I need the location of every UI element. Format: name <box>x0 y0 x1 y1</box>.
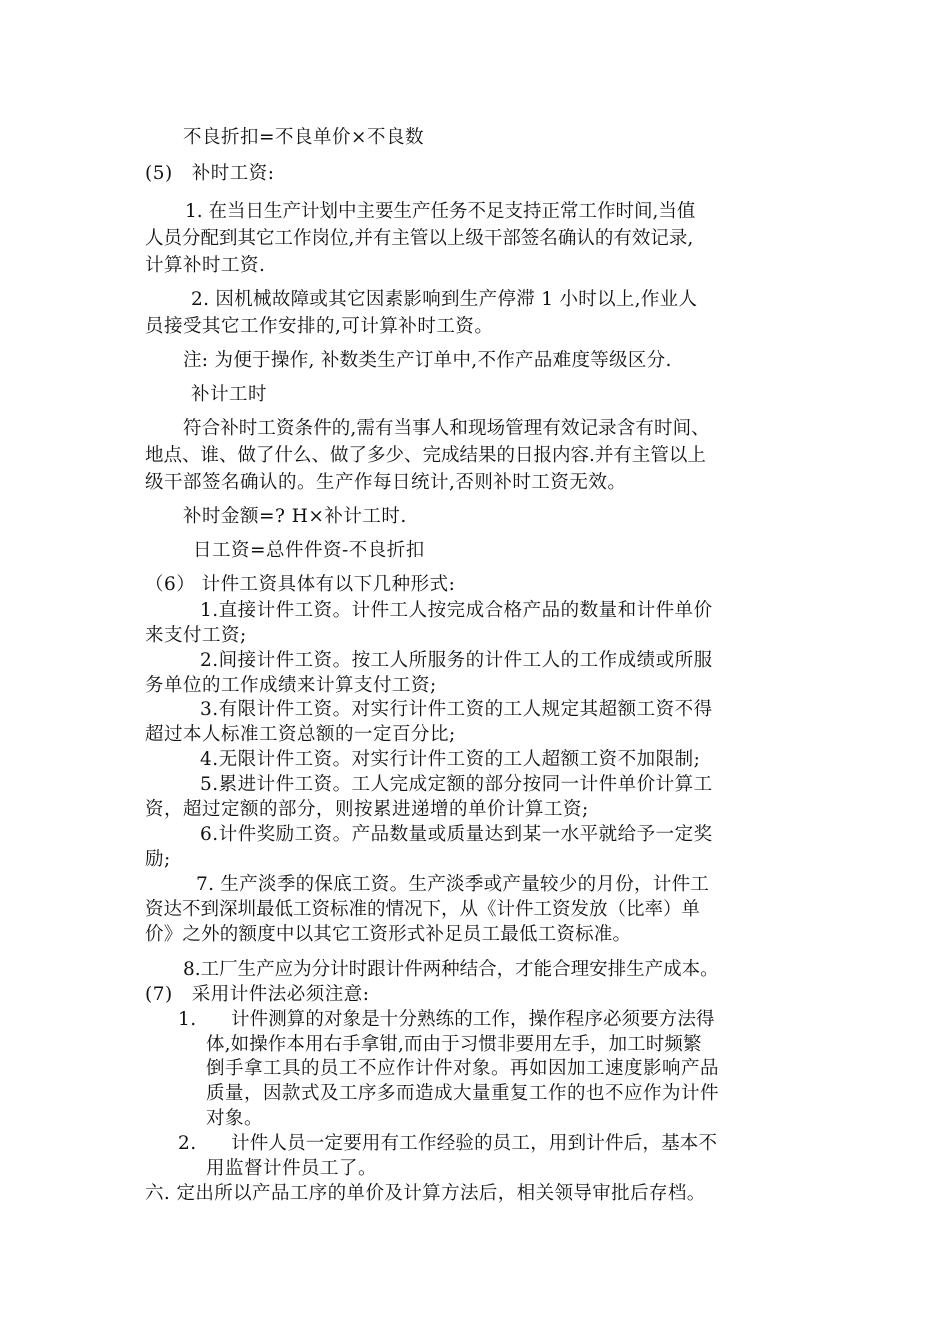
section-7-item-1-line-4: 质量，因款式及工序多而造成大量重复工作的也不应作为计件 <box>206 1083 720 1104</box>
section-6-item-3-line-2: 超过本人标准工资总额的一定百分比; <box>145 724 456 745</box>
extra-hours-para-line-1: 符合补时工资条件的,需有当事人和现场管理有效记录含有时间、 <box>183 418 710 439</box>
section-6-item-6-line-1: 6.计件奖励工资。产品数量或质量达到某一水平就给予一定奖 <box>200 824 713 845</box>
section-6-item-1-line-2: 来支付工资; <box>145 625 247 646</box>
section-7-item-1-line-1: 计件测算的对象是十分熟练的工作，操作程序必须要方法得 <box>231 1009 715 1030</box>
section-7-item-2-number: 2. <box>178 1133 197 1154</box>
section-6-item-7-line-1: 7. 生产淡季的保底工资。生产淡季或产量较少的月份，计件工 <box>196 874 710 895</box>
section-6-item-6-line-2: 励; <box>145 849 171 870</box>
text-span: 1. 在当日生产计划中主要生产任务不足支持正常工作时间,当值 <box>185 201 696 222</box>
section-7-item-1-line-5: 对象。 <box>206 1108 264 1129</box>
section-6-item-5-line-1: 5.累进计件工资。工人完成定额的部分按同一计件单价计算工 <box>200 774 713 795</box>
section-5-item-2-line-2: 员接受其它工作安排的,可计算补时工资。 <box>145 316 494 337</box>
section-5-item-1-line-2: 人员分配到其它工作岗位,并有主管以上级干部签名确认的有效记录, <box>145 228 694 249</box>
section-5-heading: (5) 补时工资: <box>145 163 275 184</box>
section-7-item-1-line-3: 倒手拿工具的员工不应作计件对象。再如因加工速度影响产品 <box>206 1058 720 1079</box>
section-6-item-5-line-2: 资，超过定额的部分，则按累进递增的单价计算工资; <box>145 799 589 820</box>
section-6-item-8: 8.工厂生产应为分计时跟计件两种结合，才能合理安排生产成本。 <box>183 959 719 980</box>
extra-hours-para-line-3: 级干部签名确认的。生产作每日统计,否则补时工资无效。 <box>145 472 627 493</box>
formula-defect-discount: 不良折扣=不良单价×不良数 <box>183 127 425 148</box>
extra-hours-para-line-2: 地点、谁、做了什么、做了多少、完成结果的日报内容.并有主管以上 <box>145 445 706 466</box>
section-7-heading: (7) 采用计件法必须注意: <box>145 984 370 1005</box>
section-6-item-4: 4.无限计件工资。对实行计件工资的工人超额工资不加限制; <box>200 749 701 770</box>
section-5-item-2-line-1: 2. 因机械故障或其它因素影响到生产停滞 1 小时以上,作业人 <box>191 289 698 310</box>
section-7-item-2-line-2: 用监督计件员工了。 <box>206 1158 378 1179</box>
section-6-item-2-line-1: 2.间接计件工资。按工人所服务的计件工人的工作成绩或所服 <box>200 650 713 671</box>
note-no-difficulty-grading: 注: 为便于操作, 补数类生产订单中,不作产品难度等级区分. <box>183 350 672 371</box>
section-5-item-1-line-3: 计算补时工资. <box>145 255 266 276</box>
section-5-item-1-line-1 <box>185 198 808 225</box>
section-7-item-1-line-2: 体,如操作本用右手拿钳,而由于习惯非要用左手，加工时频繁 <box>206 1034 702 1055</box>
section-6-item-3-line-1: 3.有限计件工资。对实行计件工资的工人规定其超额工资不得 <box>200 699 713 720</box>
section-7-item-2-line-1: 计件人员一定要用有工作经验的员工，用到计件后，基本不 <box>231 1133 718 1154</box>
section-7-item-1-number: 1. <box>178 1009 197 1030</box>
section-6-item-7-line-2: 资达不到深圳最低工资标准的情况下，从《计件工资发放（比率）单 <box>145 899 701 920</box>
section-6-item-1-line-1: 1.直接计件工资。计件工人按完成合格产品的数量和计件单价 <box>200 600 713 621</box>
section-6-heading: （6） 计件工资具体有以下几种形式: <box>145 574 456 595</box>
formula-daily-wage: 日工资=总件件资-不良折扣 <box>193 540 425 561</box>
subheading-extra-hours: 补计工时 <box>191 384 268 405</box>
section-six-heading: 六. 定出所以产品工序的单价及计算方法后，相关领导审批后存档。 <box>145 1183 706 1204</box>
section-6-item-2-line-2: 务单位的工作成绩来计算支付工资; <box>145 675 437 696</box>
formula-extra-pay: 补时金额=? H×补计工时. <box>183 506 407 527</box>
section-6-item-7-line-3: 价》之外的额度中以其它工资形式补足员工最低工资标准。 <box>145 924 632 945</box>
